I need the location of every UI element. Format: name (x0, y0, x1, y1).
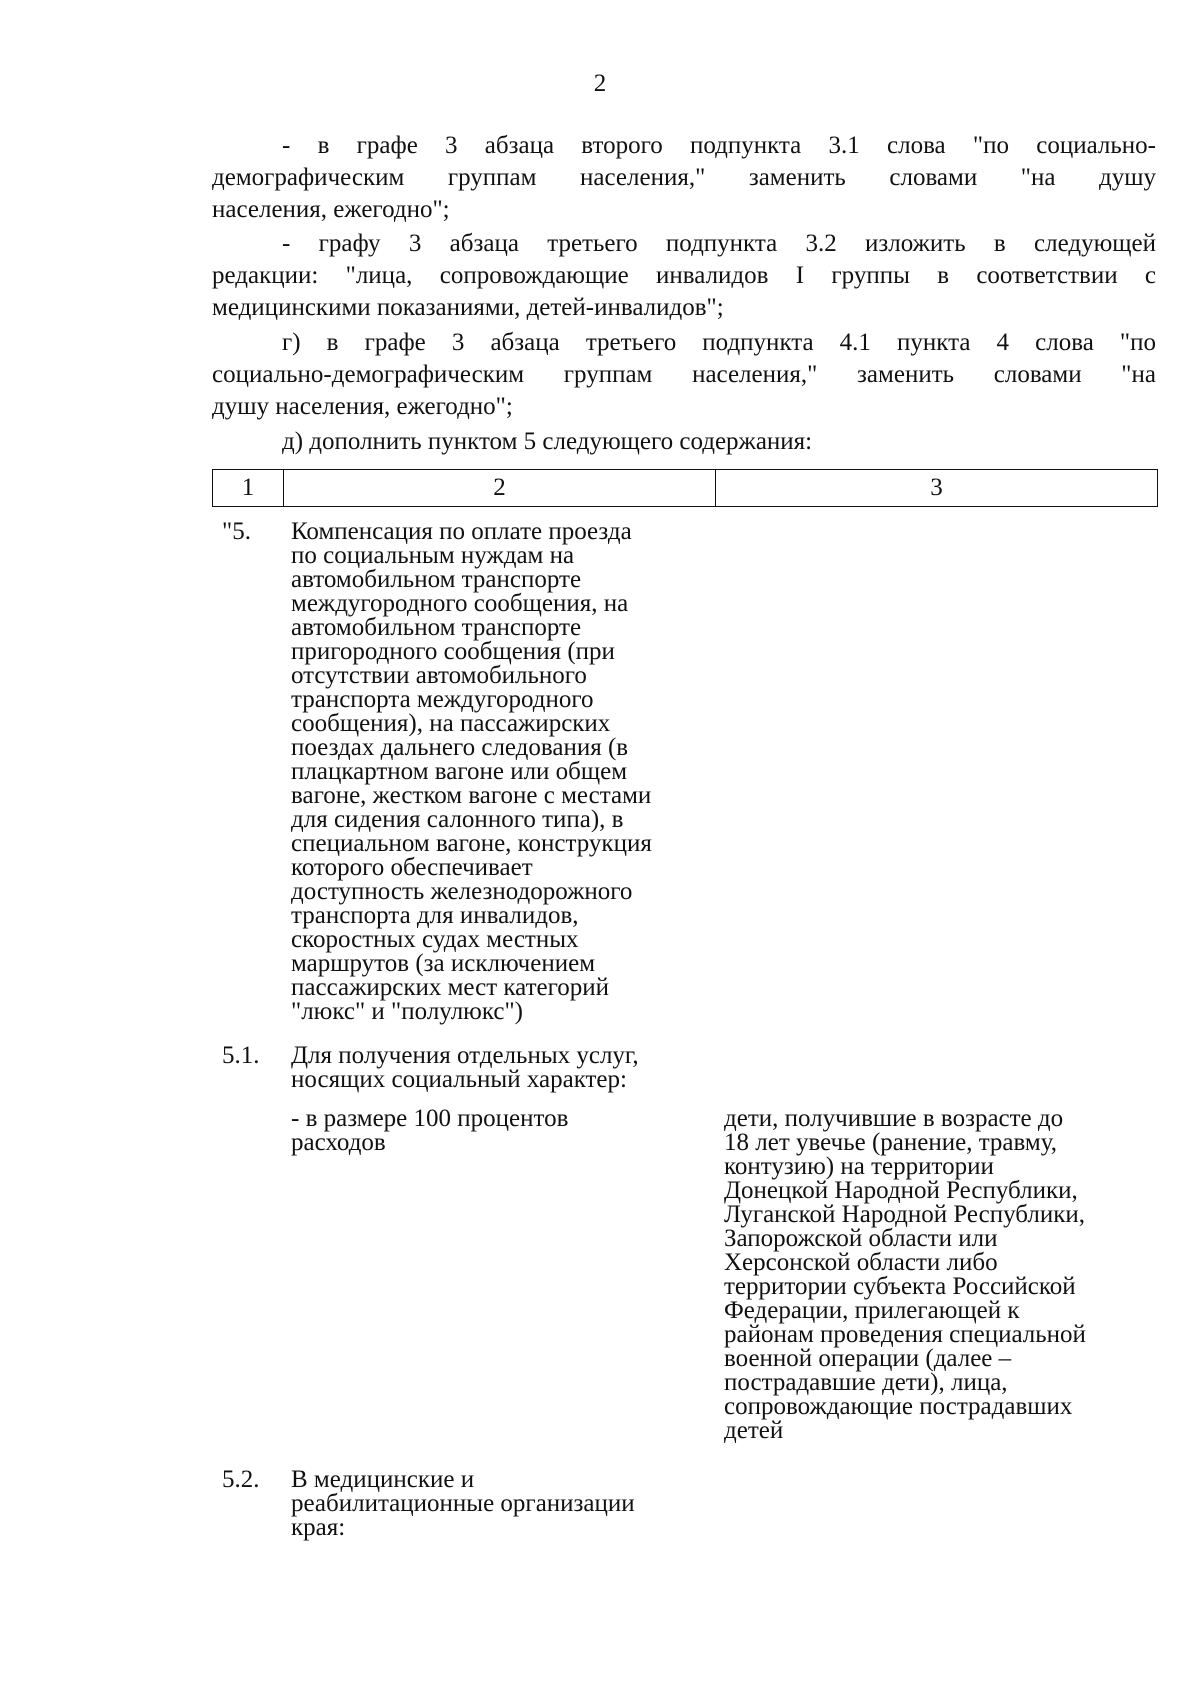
row-description: - в размере 100 процентов расходов (291, 1105, 569, 1156)
page-number: 2 (593, 70, 607, 97)
row-recipients: дети, получившие в возрасте до 18 лет увечье (ранение, травму, контузию) на территории Донецкой Народной Республики, Луганской Народной Республики, Запорожской области или Херсонской области либо территории субъекта Российской Федерации, прилегающей к районам проведения специальной военной операции (далее – пострадавшие дети), лица, сопровождающие пострадавших детей (724, 1105, 1086, 1444)
amendment-paragraph-d (212, 426, 1156, 458)
paragraph-line: - графу 3 абзаца третьего подпункта 3.2 изложить в следующей (282, 230, 1156, 257)
paragraph-line: демографическим группам населения," заменить словами "на душу (212, 164, 1156, 191)
row-number: "5. (222, 518, 251, 545)
paragraph-line: г) в графе 3 абзаца третьего подпункта 4.1 пункта 4 слова "по (282, 329, 1156, 356)
amendment-paragraph-grafu (212, 228, 1156, 324)
row-description: Компенсация по оплате проезда по социальным нуждам на автомобильном транспорте междугородного сообщения, на автомобильном транспорте пригородного сообщения (при отсутствии автомобильного транспорта междугородного сообщения), на пассажирских поездах дальнего следования (в плацкартном вагоне или общем вагоне, жестком вагоне с местами для сидения салонного типа), в специальном вагоне, конструкция которого обеспечивает доступность железнодорожного транспорта для инвалидов, скоростных судах местных маршрутов (за исключением пассажирских мест категорий "люкс" и "полулюкс") (291, 518, 652, 1025)
paragraph-line: социально-демографическим группам населения," заменить словами "на (212, 361, 1156, 388)
amendment-paragraph-v (212, 130, 1156, 226)
table-header (212, 469, 1158, 507)
table-header-cell: 2 (283, 470, 715, 506)
row-description: Для получения отдельных услуг, носящих социальный характер: (291, 1042, 639, 1093)
paragraph-line: душу населения, ежегодно"; (212, 393, 513, 420)
paragraph-line: редакции: "лица, сопровождающие инвалидов I группы в соответствии с (212, 262, 1156, 289)
paragraph-line: - в графе 3 абзаца второго подпункта 3.1 слова "по социально- (282, 132, 1156, 159)
row-number: 5.2. (222, 1466, 260, 1493)
row-description: В медицинские и реабилитационные организации края: (291, 1466, 635, 1541)
row-number: 5.1. (222, 1042, 260, 1069)
table-header-cell: 3 (715, 470, 1157, 506)
paragraph-line: д) дополнить пунктом 5 следующего содержания: (282, 428, 813, 455)
paragraph-line: медицинскими показаниями, детей-инвалидов"; (212, 294, 724, 321)
paragraph-line: населения, ежегодно"; (212, 196, 450, 223)
amendment-paragraph-g (212, 327, 1156, 423)
table-header-cell: 1 (241, 474, 255, 501)
